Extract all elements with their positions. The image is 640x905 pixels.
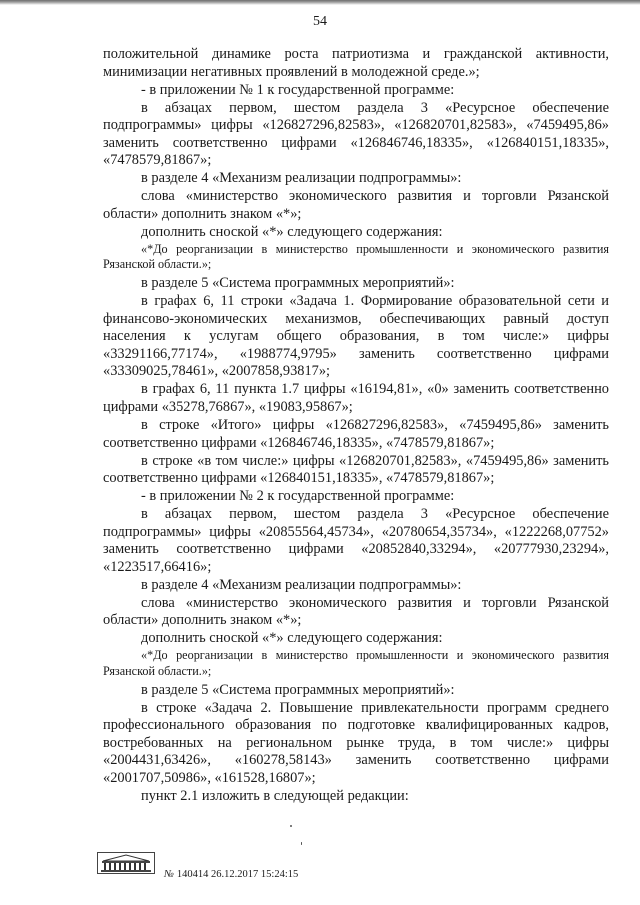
number-sign: №: [164, 869, 174, 880]
scan-speck: [290, 825, 292, 827]
paragraph: в графах 6, 11 строки «Задача 1. Формирование образовательной сети и финансово-экономических механизмов, обеспечивающих равный доступ населения к услугам общего образования, в том числе:» цифры «33291166,77174», «1988774,9795» заменить соответственно цифрами «33309025,78461», «2007858,93817»;: [103, 293, 609, 380]
paragraph: слова «министерство экономического развития и торговли Рязанской области» дополнить знаком «*»;: [103, 188, 609, 222]
paragraph: в абзацах первом, шестом раздела 3 «Ресурсное обеспечение подпрограммы» цифры «20855564,45734», «20780654,35734», «1222268,07752» заменить соответственно цифрами «20852840,33294», «20777930,23294», «1223517,66416»;: [103, 506, 609, 575]
paragraph: в строке «в том числе:» цифры «126820701,82583», «7459495,86» заменить соответственно цифрами «126840151,18335», «7478579,81867»;: [103, 452, 609, 487]
paragraph: дополнить сноской «*» следующего содержания:: [141, 630, 443, 647]
document-registration-info: [164, 869, 298, 880]
paragraph: - в приложении № 2 к государственной программе:: [141, 488, 455, 505]
paragraph: в разделе 4 «Механизм реализации подпрограммы»:: [141, 170, 462, 187]
paragraph: в строке «Задача 2. Повышение привлекательности программ среднего профессионального образования по подготовке квалифицированных кадров, востребованных на региональном рынке труда, в том числе:» цифры «2004431,63426», «160278,58143» заменить соответственно цифрами «2001707,50986», «161528,16807»;: [103, 699, 609, 786]
government-building-icon: [97, 852, 155, 874]
paragraph: - в приложении № 1 к государственной программе:: [141, 81, 455, 98]
paragraph: в абзацах первом, шестом раздела 3 «Ресурсное обеспечение подпрограммы» цифры «126827296,82583», «126820701,82583», «7459495,86» заменить соответственно цифрами «126846746,18335», «126840151,18335», «7478579,81867»;: [103, 99, 609, 169]
paragraph: в разделе 4 «Механизм реализации подпрограммы»:: [141, 576, 462, 593]
scan-edge: [0, 0, 640, 5]
paragraph: слова «министерство экономического развития и торговли Рязанской области» дополнить знаком «*»;: [103, 594, 609, 629]
page-number: 54: [313, 14, 327, 29]
paragraph: пункт 2.1 изложить в следующей редакции:: [141, 787, 409, 804]
scan-speck: [301, 842, 302, 845]
document-body: [103, 46, 609, 806]
footnote-paragraph: «*До реорганизации в министерство промышленности и экономического развития Рязанской области.»;: [103, 241, 609, 272]
paragraph: в разделе 5 «Система программных мероприятий»:: [141, 275, 455, 292]
paragraph: в графах 6, 11 пункта 1.7 цифры «16194,81», «0» заменить соответственно цифрами «35278,76867», «19083,95867»;: [103, 381, 609, 415]
registration-stamp: 140414 26.12.2017 15:24:15: [176, 869, 299, 880]
paragraph: дополнить сноской «*» следующего содержания:: [141, 223, 443, 240]
footnote-paragraph: «*До реорганизации в министерство промышленности и экономического развития Рязанской области.»;: [103, 648, 609, 679]
paragraph: в строке «Итого» цифры «126827296,82583», «7459495,86» заменить соответственно цифрами «126846746,18335», «7478579,81867»;: [103, 416, 609, 451]
paragraph: положительной динамике роста патриотизма и гражданской активности, минимизации негативных проявлений в молодежной среде.»;: [103, 46, 609, 80]
paragraph: в разделе 5 «Система программных мероприятий»:: [141, 681, 455, 698]
